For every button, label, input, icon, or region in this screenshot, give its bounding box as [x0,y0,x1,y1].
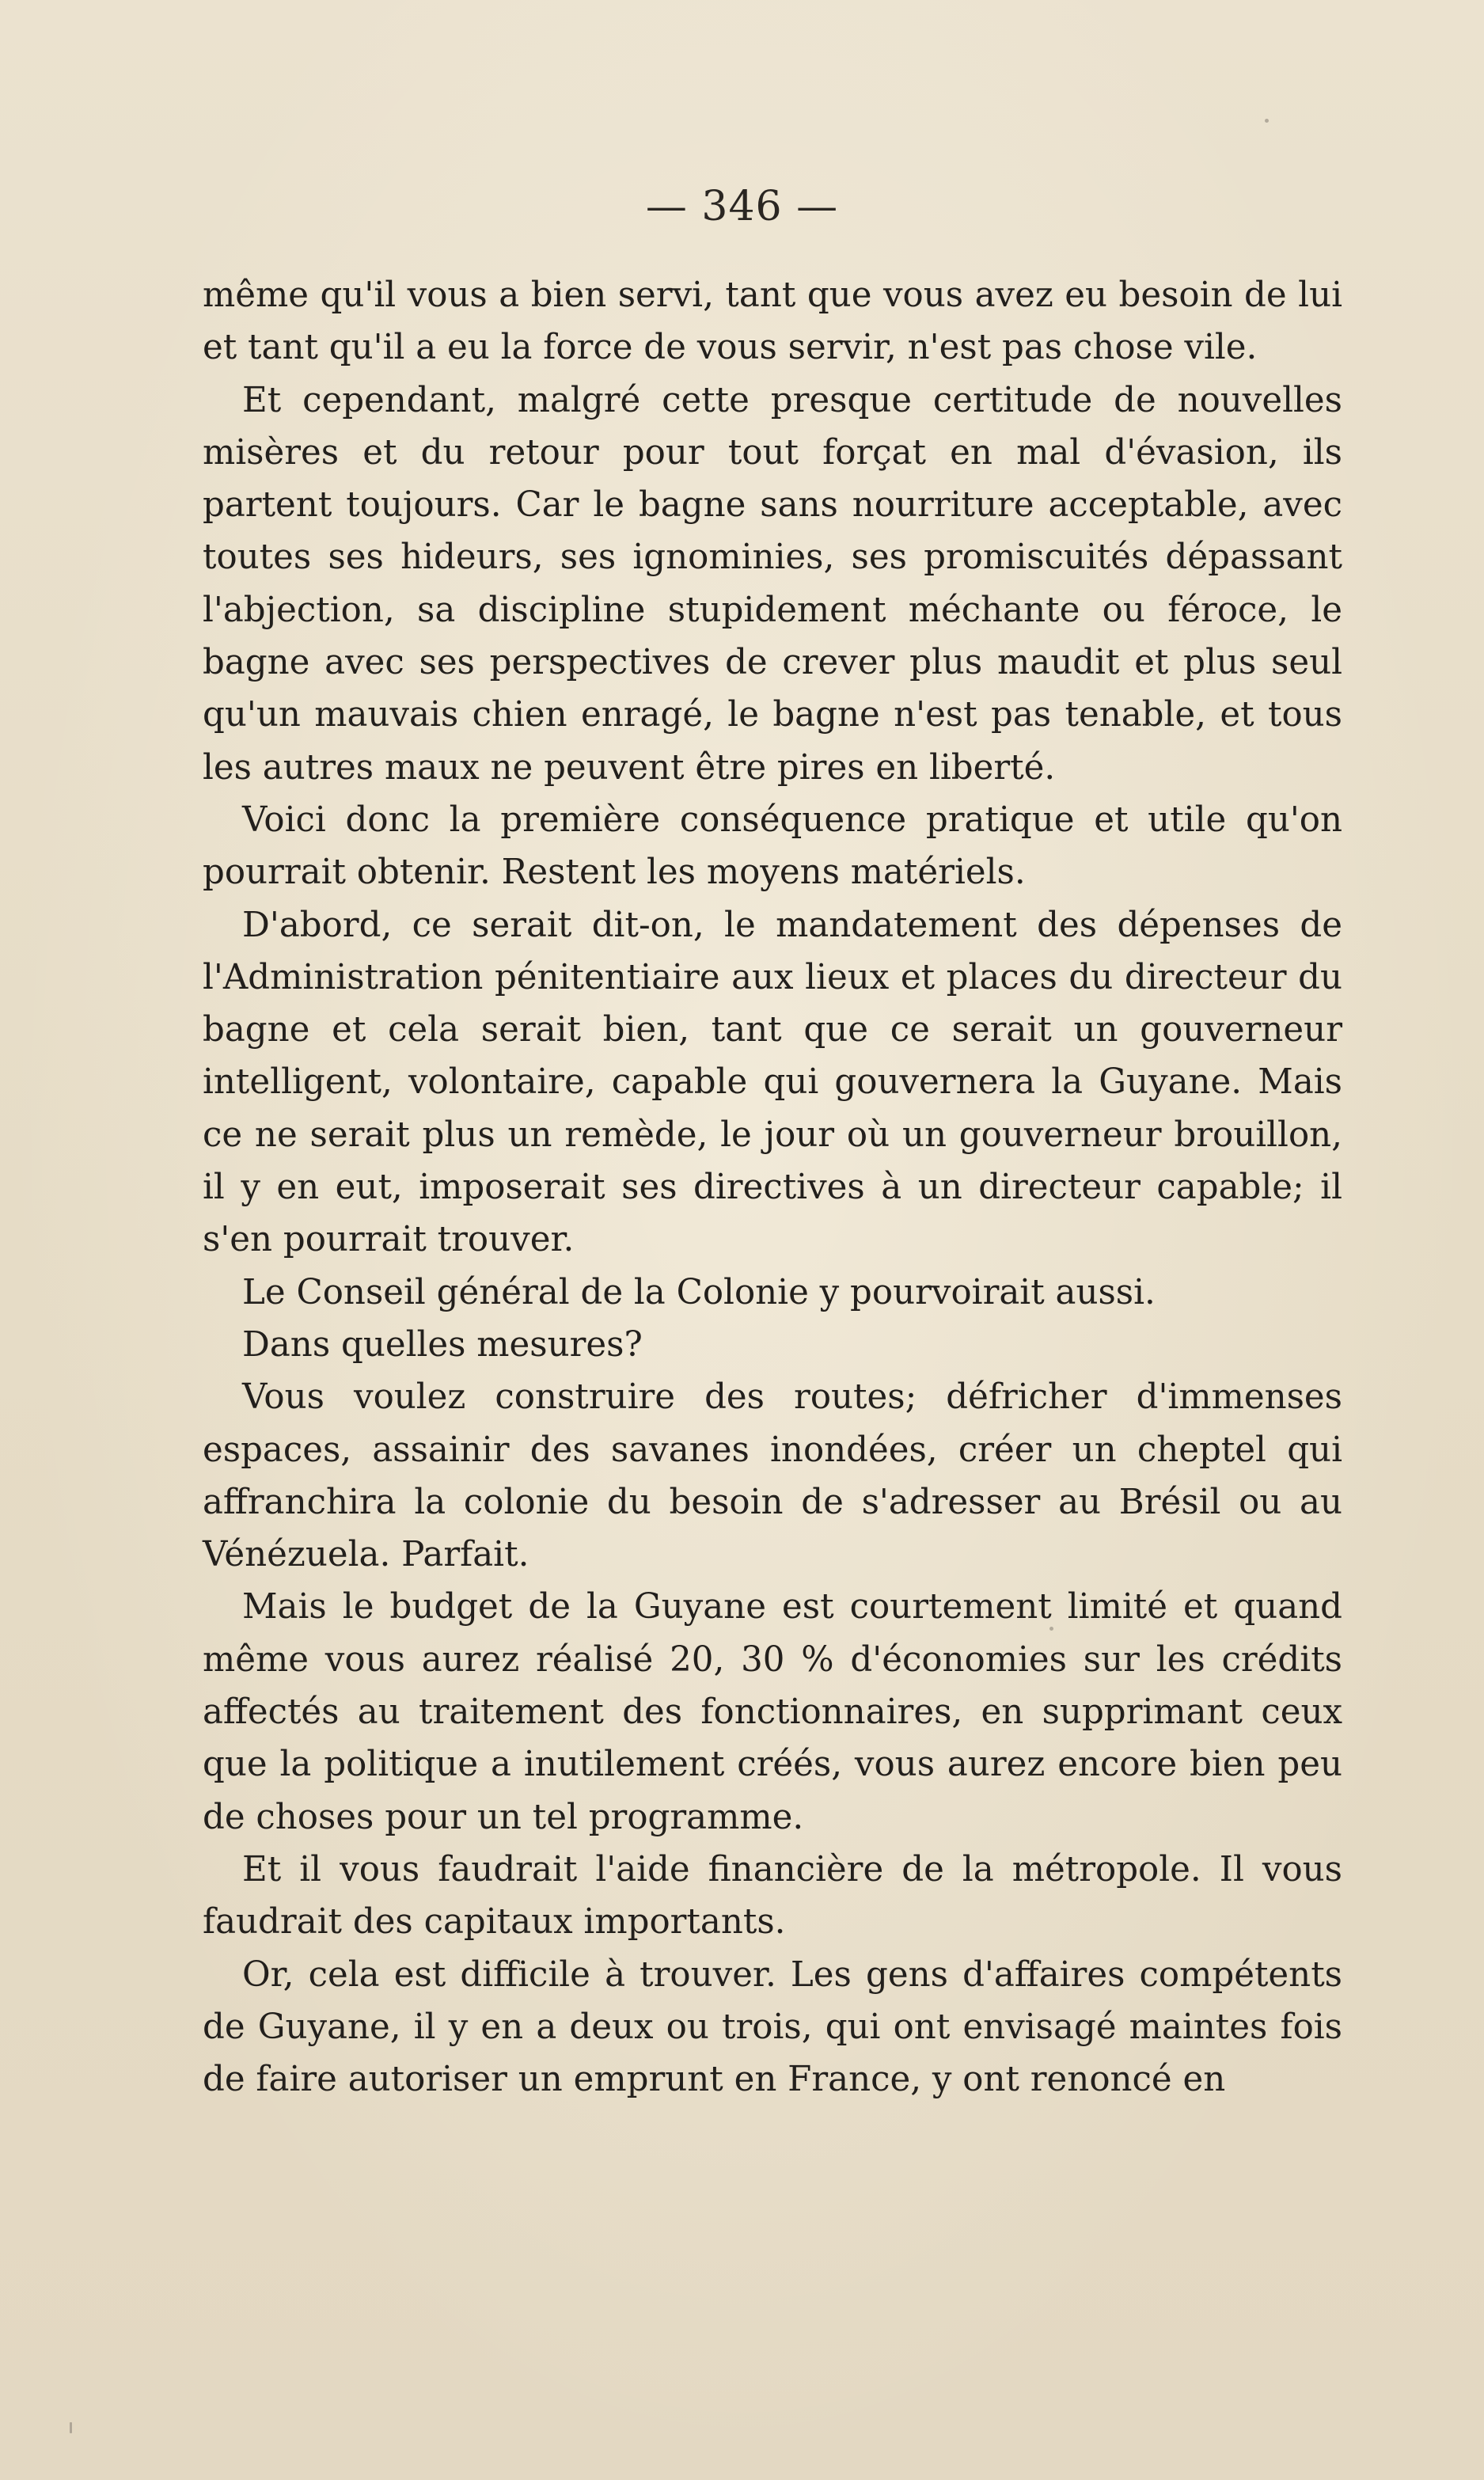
paragraph-1: même qu'il vous a bien servi, tant que vous avez eu besoin de lui et tant qu'il a eu la force de vous servir, n'est pas chose vile. [203,275,1342,368]
paper-speck [1265,119,1269,123]
paragraph-3: Voici donc la première conséquence pratique et utile qu'on pourrait obtenir. Restent les moyens matériels. [203,799,1342,893]
paper-speck [1049,1627,1053,1631]
body-text [203,269,1342,2106]
paragraph-2: Et cependant, malgré cette presque certitude de nouvelles misères et du retour pour tout forçat en mal d'évasion, ils partent toujours. Car le bagne sans nourriture acceptable, avec toutes ses hideurs, ses ignominies, ses promiscuités dépassant l'abjection, sa discipline stupidement méchante ou féroce, le bagne avec ses perspectives de crever plus maudit et plus seul qu'un mauvais chien enragé, le bagne n'est pas tenable, et tous les autres maux ne peuvent être pires en liberté. [203,380,1342,788]
paragraph-6: Dans quelles mesures? [242,1324,643,1365]
paragraph-7: Vous voulez construire des routes; défricher d'immenses espaces, assainir des savanes inondées, créer un cheptel qui affranchira la colonie du besoin de s'adresser au Brésil ou au Vénézuela. Parfait. [203,1377,1342,1575]
paragraph-4: D'abord, ce serait dit-on, le mandatement des dépenses de l'Administration pénitentiaire aux lieux et places du directeur du bagne et cela serait bien, tant que ce serait un gouverneur intelligent, volontaire, capable qui gouvernera la Guyane. Mais ce ne serait plus un remède, le jour où un gouverneur brouillon, il y en eut, imposerait ses directives à un directeur capable; il s'en pourrait trouver. [203,905,1342,1260]
paragraph-10: Or, cela est difficile à trouver. Les gens d'affaires compétents de Guyane, il y en a deux ou trois, qui ont envisagé maintes fois de faire autoriser un emprunt en France, y ont renoncé en [203,1954,1342,2100]
page-number: — 346 — [645,183,839,230]
paragraph-9: Et il vous faudrait l'aide financière de la métropole. Il vous faudrait des capitaux importants. [203,1849,1342,1943]
paper-speck [70,2422,72,2433]
paragraph-8: Mais le budget de la Guyane est courtement limité et quand même vous aurez réalisé 20, 30 % d'économies sur les crédits affectés au traitement des fonctionnaires, en supprimant ceux que la politique a inutilement créés, vous aurez encore bien peu de choses pour un tel programme. [203,1587,1342,1837]
paragraph-5: Le Conseil général de la Colonie y pourvoirait aussi. [242,1272,1156,1312]
